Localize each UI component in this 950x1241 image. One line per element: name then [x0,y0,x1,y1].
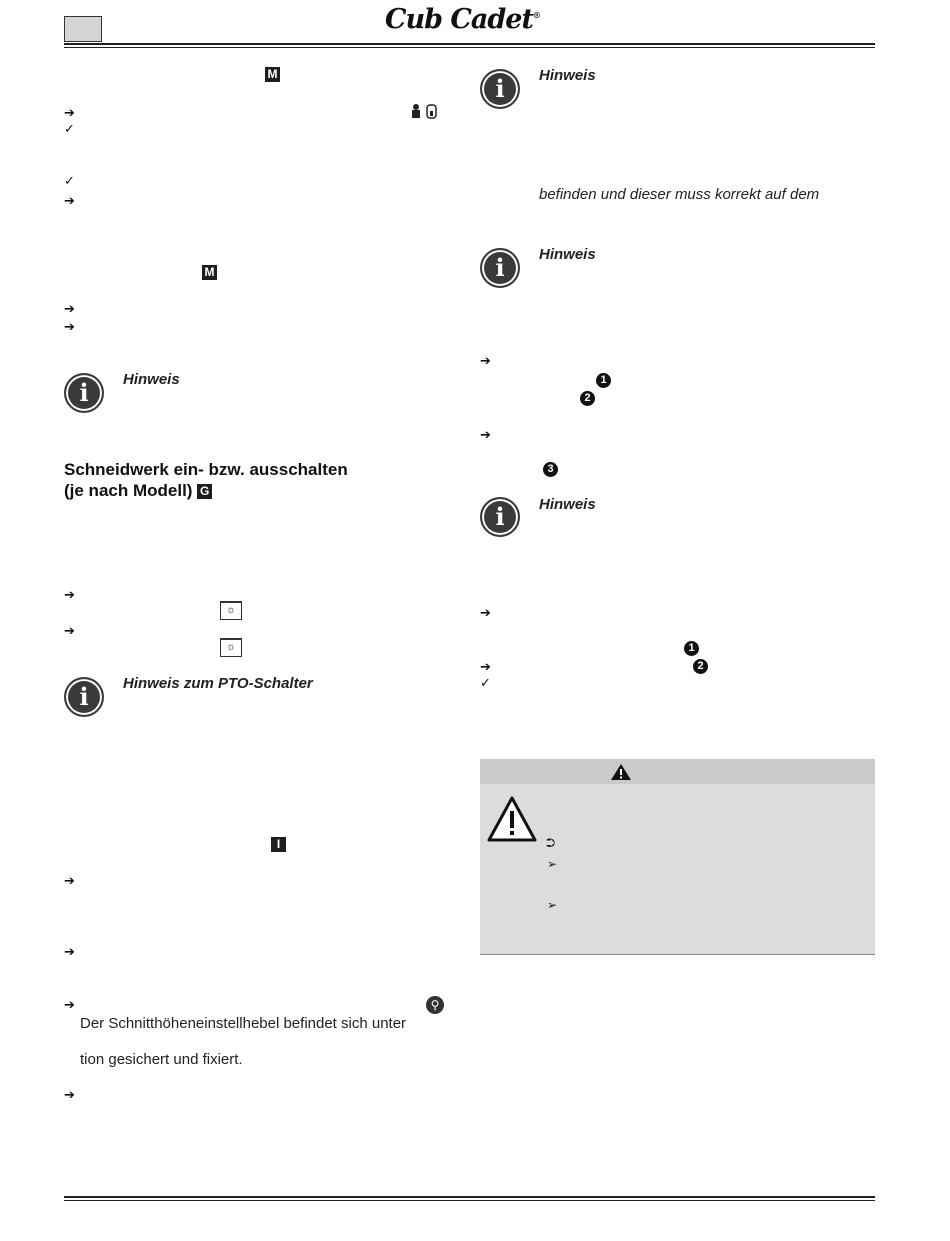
sub-bullet-icon: ➢ [547,857,558,871]
note-title: Hinweis [539,496,596,513]
arrow-bullet-icon: ➔ [64,944,75,959]
footer-rule-thin [64,1200,875,1201]
callout-number: 1 [684,641,699,656]
arrow-bullet-icon: ➔ [64,997,75,1012]
warning-box [480,759,875,955]
check-icon: ✓ [480,675,491,690]
note-title: Hinweis [539,67,596,84]
callout-number: 3 [543,462,558,477]
arrow-bullet-icon: ➔ [64,319,75,334]
note-title: Hinweis zum PTO-Schalter [123,675,313,692]
info-icon: i [480,497,520,537]
model-badge-m: M [265,67,280,82]
arrow-bullet-icon: ➔ [64,623,75,638]
warning-header [480,759,875,784]
callout-number: 1 [596,373,611,388]
model-badge-m: M [202,265,217,280]
model-badge-i: I [271,837,286,852]
model-badge-g: G [197,484,212,499]
info-icon: i [64,373,104,413]
pto-on-icon: ☼ [220,601,242,620]
pto-off-icon: ☼ [220,638,242,657]
sub-bullet-icon: ➢ [547,898,558,912]
check-icon: ✓ [64,173,75,188]
callout-number: 2 [693,659,708,674]
arrow-bullet-icon: ➔ [480,427,491,442]
lever-text: tion gesichert und fixiert. [80,1051,243,1068]
header-rule [64,43,875,45]
info-icon: i [64,677,104,717]
arrow-bullet-icon: ➔ [64,193,75,208]
arrow-bullet-icon: ➔ [64,301,75,316]
arrow-bullet-icon: ➔ [64,105,75,120]
info-icon: i [480,69,520,109]
arrow-bullet-icon: ➔ [480,605,491,620]
note-text: befinden und dieser muss korrekt auf dem [539,186,820,203]
arrow-bullet-icon: ➔ [64,1087,75,1102]
pointer-bullet-icon: ⮊ [546,836,556,850]
callout-number: 2 [580,391,595,406]
warning-small-icon [610,763,632,786]
note-title: Hinweis [539,246,596,263]
check-icon: ✓ [64,121,75,136]
page-number-box [64,16,102,42]
arrow-bullet-icon: ➔ [480,659,491,674]
arrow-bullet-icon: ➔ [64,587,75,602]
header-rule-thin [64,47,875,48]
seat-lock-icon [410,103,440,122]
info-icon: i [480,248,520,288]
tool-icon: ⚲ [426,996,444,1014]
arrow-bullet-icon: ➔ [64,873,75,888]
arrow-bullet-icon: ➔ [480,353,491,368]
lever-text: Der Schnitthöheneinstellhebel befindet sich unter [80,1015,407,1032]
brand-logo: Cub Cadet® [385,4,540,35]
warning-triangle-icon [486,795,538,848]
footer-rule [64,1196,875,1198]
section-heading: Schneidwerk ein- bzw. ausschalten (je nach Modell) G [64,460,348,500]
note-title: Hinweis [123,371,180,388]
